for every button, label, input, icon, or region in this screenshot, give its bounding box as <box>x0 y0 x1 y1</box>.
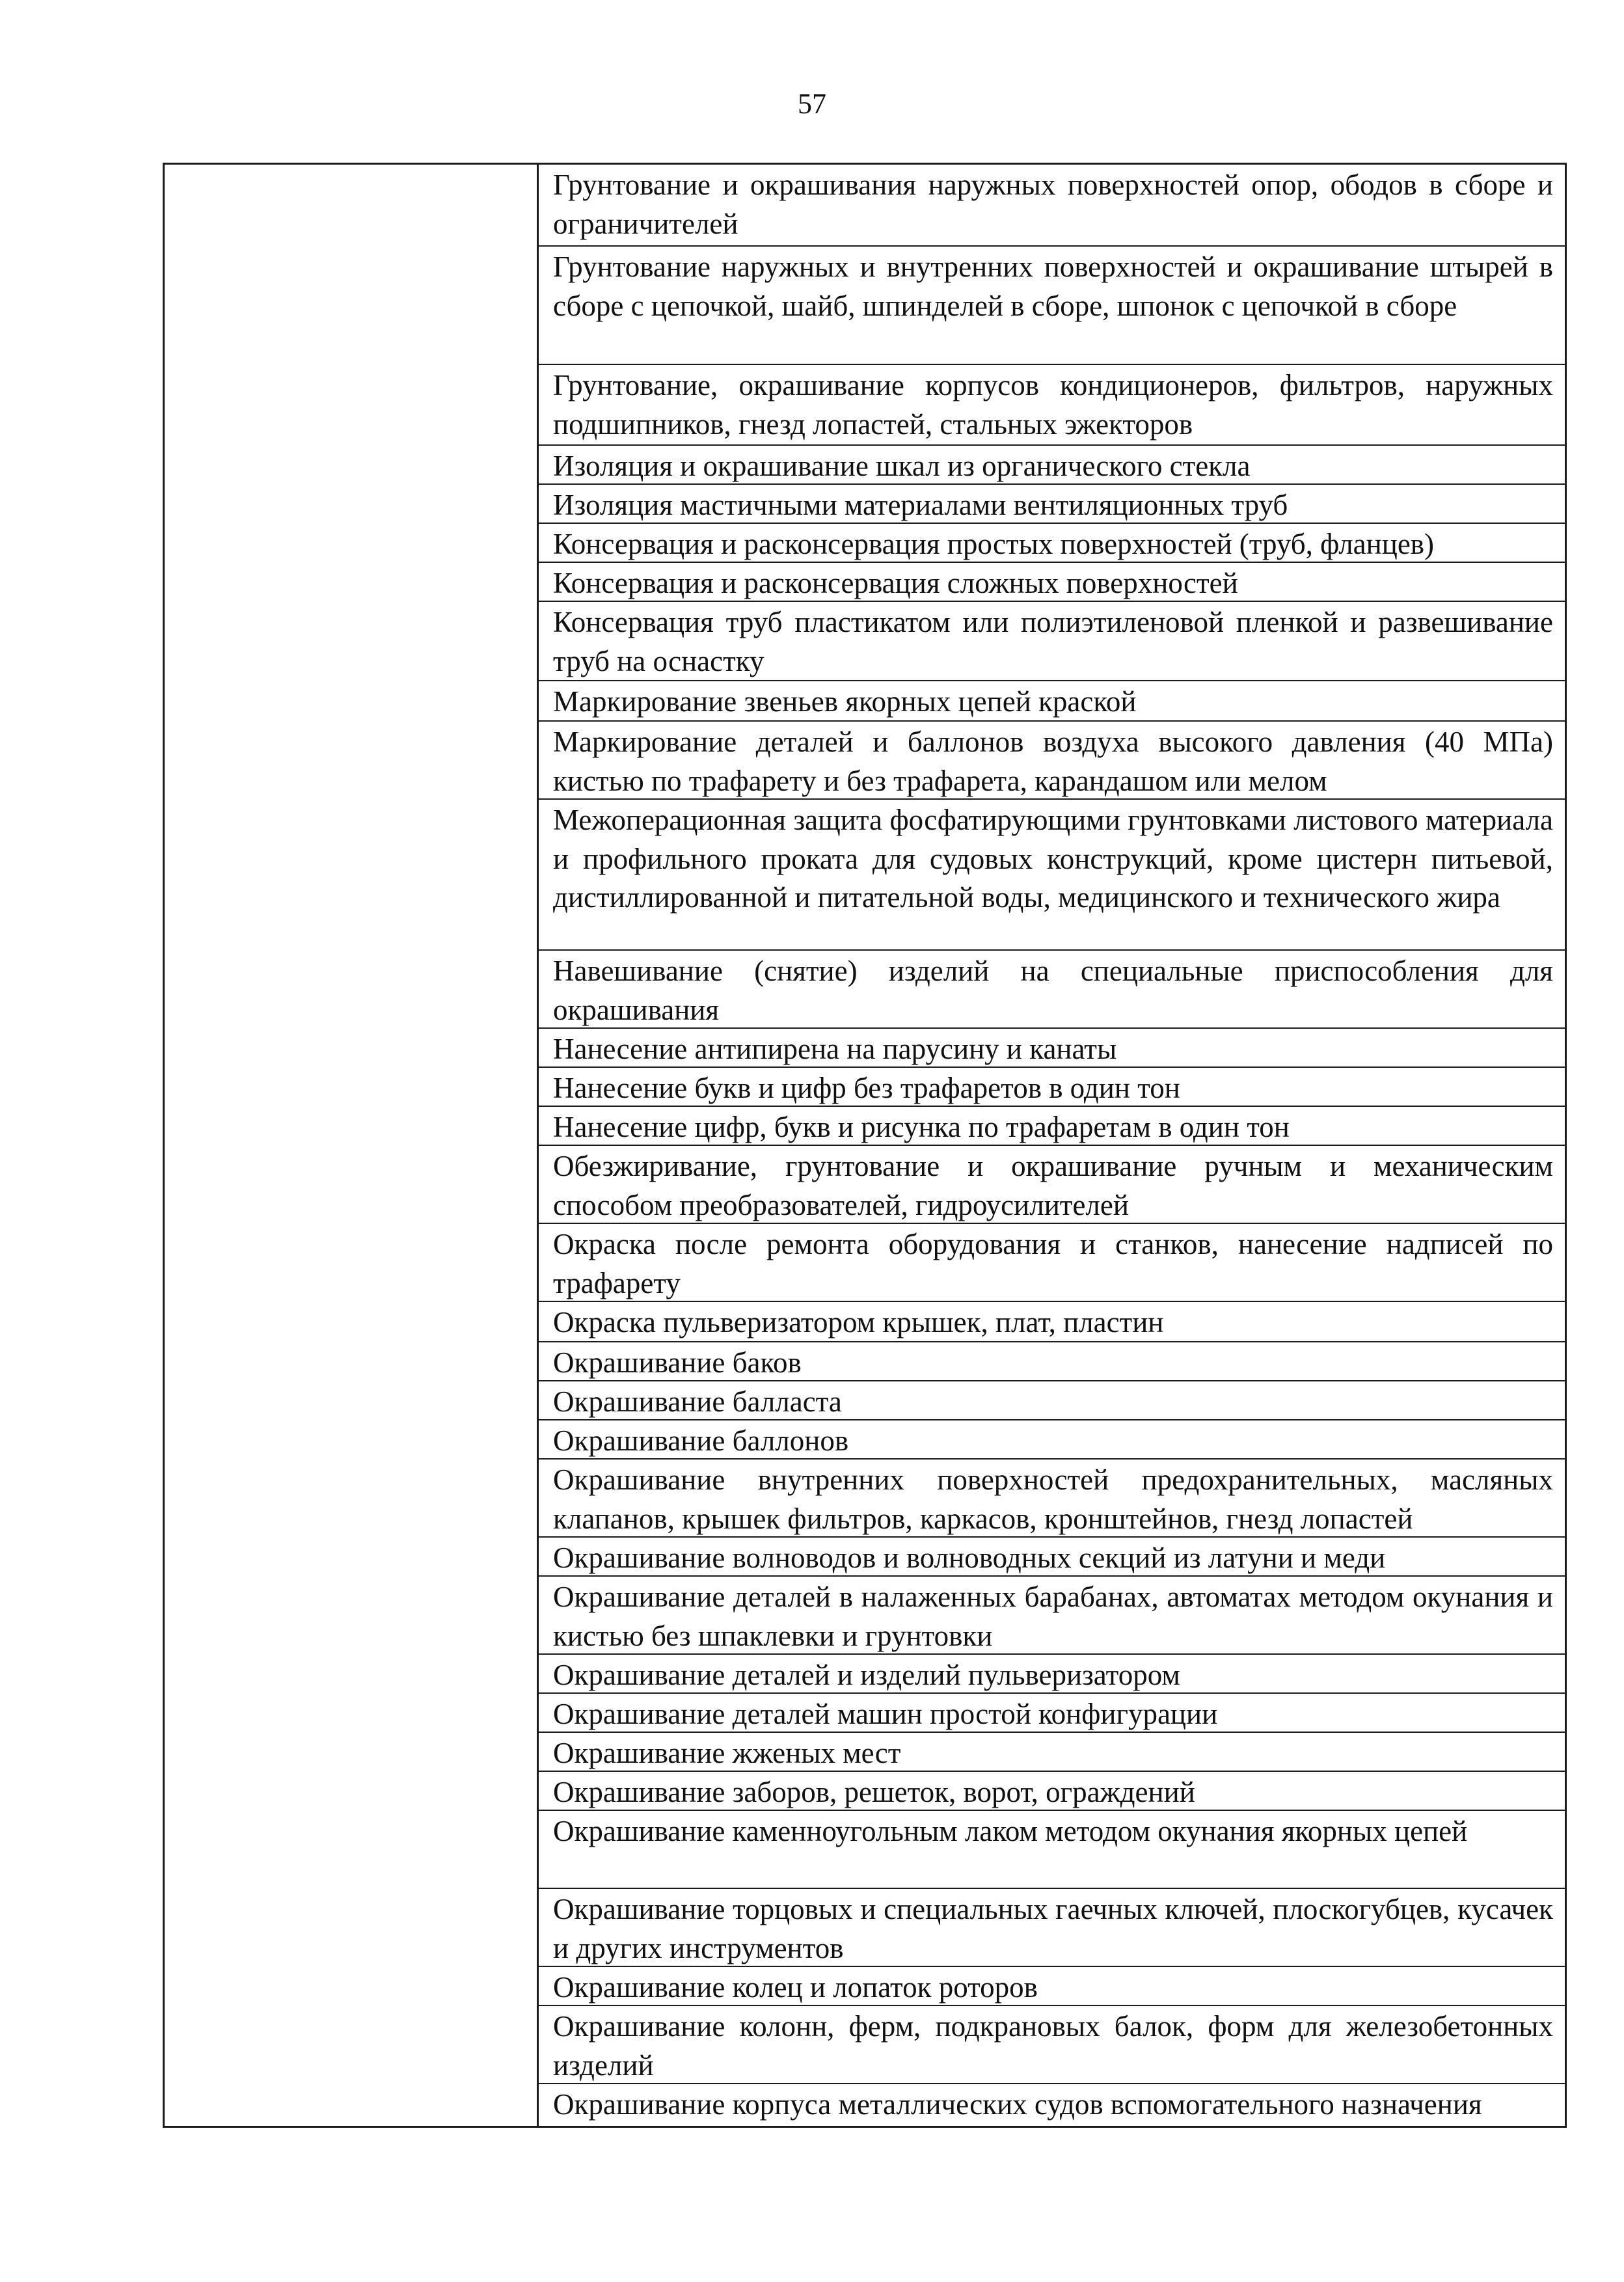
row-text: Окрашивание внутренних поверхностей предохранительных, масляных клапанов, крышек фильтров, каркасов, кронштейнов, гнезд лопастей <box>553 1463 1553 1535</box>
row-text: Окрашивание колонн, ферм, подкрановых балок, форм для железобетонных изделий <box>553 2010 1553 2082</box>
table-row <box>539 1342 1565 1381</box>
page-number: 57 <box>798 88 826 120</box>
row-text: Грунтование, окрашивание корпусов кондиционеров, фильтров, наружных подшипников, гнезд лопастей, стальных эжекторов <box>553 369 1553 441</box>
row-text: Окраска после ремонта оборудования и станков, нанесение надписей по трафарету <box>553 1228 1553 1299</box>
row-text: Изоляция и окрашивание шкал из органического стекла <box>553 450 1251 482</box>
table-row <box>539 1107 1565 1146</box>
row-text: Окрашивание волноводов и волноводных секций из латуни и меди <box>553 1542 1386 1574</box>
table-row <box>539 1068 1565 1107</box>
row-text: Маркирование звеньев якорных цепей краской <box>553 685 1137 718</box>
document-table <box>163 163 1567 2128</box>
row-text: Грунтование и окрашивания наружных поверхностей опор, ободов в сборе и ограничителей <box>553 169 1553 240</box>
row-text: Окрашивание балласта <box>553 1385 842 1418</box>
table-row <box>539 951 1565 1029</box>
row-text: Окрашивание деталей машин простой конфигурации <box>553 1698 1218 1730</box>
table-row <box>539 446 1565 485</box>
row-text: Консервация труб пластикатом или полиэтиленовой пленкой и развешивание труб на оснастку <box>553 606 1553 677</box>
table-row <box>539 1772 1565 1811</box>
row-text: Навешивание (снятие) изделий на специальные приспособления для окрашивания <box>553 955 1553 1026</box>
row-text: Окрашивание деталей и изделий пульверизатором <box>553 1659 1180 1691</box>
table-row <box>539 722 1565 800</box>
row-text: Нанесение антипирена на парусину и канаты <box>553 1033 1117 1065</box>
row-text: Окрашивание жженых мест <box>553 1737 901 1769</box>
row-text: Консервация и расконсервация простых поверхностей (труб, фланцев) <box>553 528 1435 560</box>
row-text: Окраска пульверизатором крышек, плат, пластин <box>553 1306 1164 1338</box>
row-text: Маркирование деталей и баллонов воздуха высокого давления (40 МПа) кистью по трафарету и без трафарета, карандашом или мелом <box>553 726 1553 797</box>
row-text: Межоперационная защита фосфатирующими грунтовками листового материала и профильного проката для судовых конструкций, кроме цистерн питьевой, дистиллированной и питательной воды, медицинского и технического жира <box>553 804 1553 914</box>
row-text: Окрашивание торцовых и специальных гаечных ключей, плоскогубцев, кусачек и других инструментов <box>553 1893 1553 1964</box>
table-row <box>539 1460 1565 1538</box>
row-text: Окрашивание корпуса металлических судов вспомогательного назначения <box>553 2088 1482 2121</box>
row-text: Окрашивание баллонов <box>553 1424 849 1457</box>
table-row <box>539 1420 1565 1460</box>
table-row <box>539 1655 1565 1694</box>
table-row <box>539 1967 1565 2006</box>
table-row <box>539 1302 1565 1342</box>
table-row <box>539 800 1565 951</box>
table-row <box>539 247 1565 365</box>
table-row <box>539 1381 1565 1420</box>
table-rows <box>539 165 1565 2126</box>
table-row <box>539 485 1565 524</box>
table-row <box>539 1146 1565 1224</box>
row-text: Обезжиривание, грунтование и окрашивание ручным и механическим способом преобразователей, гидроусилителей <box>553 1150 1553 1221</box>
row-text: Изоляция мастичными материалами вентиляционных труб <box>553 489 1288 521</box>
row-text: Нанесение цифр, букв и рисунка по трафаретам в один тон <box>553 1111 1290 1143</box>
table-row <box>539 2084 1565 2162</box>
table-row <box>539 1889 1565 1967</box>
row-text: Грунтование наружных и внутренних поверхностей и окрашивание штырей в сборе с цепочкой, шайб, шпинделей в сборе, шпонок с цепочкой в сборе <box>553 251 1553 322</box>
table-row <box>539 1811 1565 1889</box>
row-text: Окрашивание деталей в налаженных барабанах, автоматах методом окунания и кистью без шпаклевки и грунтовки <box>553 1581 1553 1652</box>
row-text: Консервация и расконсервация сложных поверхностей <box>553 567 1238 599</box>
row-text: Окрашивание баков <box>553 1346 802 1379</box>
table-row <box>539 1577 1565 1655</box>
table-row <box>539 524 1565 563</box>
table-row <box>539 1224 1565 1302</box>
row-text: Окрашивание колец и лопаток роторов <box>553 1971 1038 2004</box>
empty-left-column <box>165 165 539 2126</box>
table-row <box>539 681 1565 722</box>
table-row <box>539 1694 1565 1733</box>
row-text: Нанесение букв и цифр без трафаретов в один тон <box>553 1072 1180 1104</box>
table-row <box>539 365 1565 446</box>
table-row <box>539 602 1565 681</box>
table-row <box>539 1029 1565 1068</box>
table-row <box>539 2006 1565 2084</box>
table-row <box>539 1538 1565 1577</box>
row-text: Окрашивание заборов, решеток, ворот, ограждений <box>553 1776 1195 1808</box>
table-row <box>539 1733 1565 1772</box>
row-text: Окрашивание каменноугольным лаком методом окунания якорных цепей <box>553 1815 1468 1847</box>
table-row <box>539 165 1565 247</box>
table-row <box>539 563 1565 602</box>
